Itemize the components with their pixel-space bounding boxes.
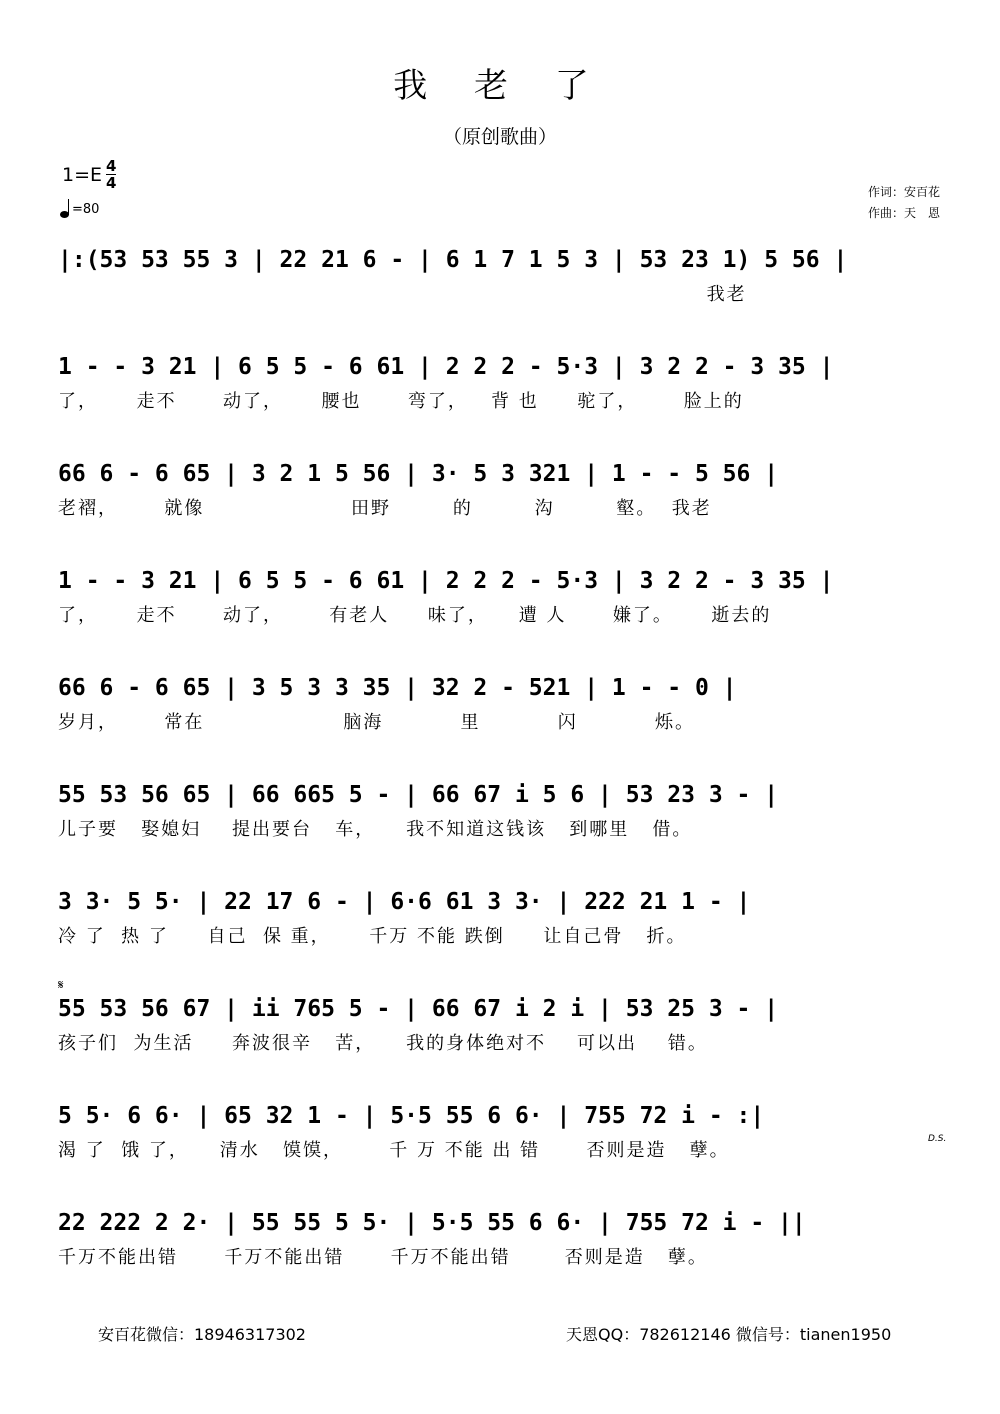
quarter-note-icon bbox=[60, 211, 69, 218]
dal-segno-mark: D.S. bbox=[928, 1134, 947, 1144]
score-line-1 bbox=[58, 240, 944, 306]
score-line-9 bbox=[58, 1096, 947, 1162]
lyrics-line: 孩子们 为生活 奔波很辛 苦， 我的身体绝对不 可以出 错。 bbox=[58, 1033, 708, 1054]
lyrics-line: 儿子要 娶媳妇 提出要台 车， 我不知道这钱该 到哪里 借。 bbox=[58, 819, 693, 840]
score-line-7 bbox=[58, 882, 944, 948]
score-line-10 bbox=[58, 1203, 944, 1269]
score-line-8 bbox=[58, 989, 944, 1055]
lyrics-line: 了， 走不 动了， 有老人 味了， 遭 人 嫌了。 逝去的 bbox=[58, 605, 772, 626]
lyrics-line: 岁月， 常在 脑海 里 闪 烁。 bbox=[58, 712, 695, 733]
lyrics-line: 渴 了 饿 了， 清水 馍馍， 千 万 不能 出 错 否则是造 孽。 bbox=[58, 1140, 730, 1161]
tempo-value: =80 bbox=[72, 202, 100, 217]
key-label: 1=E bbox=[62, 163, 103, 186]
score-line-2 bbox=[58, 347, 944, 413]
lyrics-line: 千万不能出错 千万不能出错 千万不能出错 否则是造 孽。 bbox=[58, 1247, 708, 1268]
lyrics-line: 老褶， 就像 田野 的 沟 壑。 我老 bbox=[58, 498, 712, 519]
notation-line: 66 6 - 6 65 | 3 5 3 3 35 | 32 2 - 521 | 1 - - 0 | bbox=[58, 675, 737, 701]
song-title: 我 老 了 bbox=[393, 66, 607, 106]
notation-line: 1 - - 3 21 | 6 5 5 - 6 61 | 2 2 2 - 5·3 | 3 2 2 - 3 35 | bbox=[58, 568, 834, 594]
footer-left-contact: 安百花微信：18946317302 bbox=[98, 1325, 306, 1344]
score-line-3 bbox=[58, 454, 944, 520]
score-line-5 bbox=[58, 668, 944, 734]
score-line-6 bbox=[58, 775, 944, 841]
notation-line: 55 53 56 65 | 66 665 5 - | 66 67 i 5 6 | 53 23 3 - | bbox=[58, 782, 779, 808]
time-signature bbox=[106, 158, 116, 191]
notation-line: 22 222 2 2· | 55 55 5 5· | 5·5 55 6 6· | 755 72 i - || bbox=[58, 1210, 806, 1236]
notation-line: |:(53 53 55 3 | 22 21 6 - | 6 1 7 1 5 3 | 53 23 1) 5 56 | bbox=[58, 247, 848, 273]
song-subtitle: （原创歌曲） bbox=[442, 126, 557, 148]
time-numerator: 4 bbox=[106, 157, 117, 175]
tempo-marking bbox=[60, 202, 99, 217]
lyrics-line: 我老 bbox=[58, 284, 747, 305]
lyrics-line: 冷 了 热 了 自己 保 重， 千万 不能 跌倒 让自己骨 折。 bbox=[58, 926, 687, 947]
lyrics-line: 了， 走不 动了， 腰也 弯了， 背 也 驼了， 脸上的 bbox=[58, 391, 744, 412]
lyricist: 作词：安百花 bbox=[867, 185, 940, 199]
key-signature bbox=[62, 158, 116, 191]
credits bbox=[868, 182, 940, 224]
time-denominator: 4 bbox=[106, 174, 117, 192]
notation-line: 66 6 - 6 65 | 3 2 1 5 56 | 3· 5 3 321 | 1 - - 5 56 | bbox=[58, 461, 779, 487]
score-line-4 bbox=[58, 561, 944, 627]
notation-line: 55 53 56 67 | ii 765 5 - | 66 67 i 2 i | 53 25 3 - | bbox=[58, 996, 779, 1022]
notation-line: 5 5· 6 6· | 65 32 1 - | 5·5 55 6 6· | 755 72 i - :| bbox=[58, 1103, 765, 1129]
segno-icon: 𝄋 bbox=[58, 978, 64, 993]
notation-line: 3 3· 5 5· | 22 17 6 - | 6·6 61 3 3· | 222 21 1 - | bbox=[58, 889, 751, 915]
notation-line: 1 - - 3 21 | 6 5 5 - 6 61 | 2 2 2 - 5·3 | 3 2 2 - 3 35 | bbox=[58, 354, 834, 380]
composer: 作曲：天 恩 bbox=[867, 206, 940, 220]
footer-right-contact: 天恩QQ：782612146 微信号：tianen1950 bbox=[566, 1325, 892, 1344]
